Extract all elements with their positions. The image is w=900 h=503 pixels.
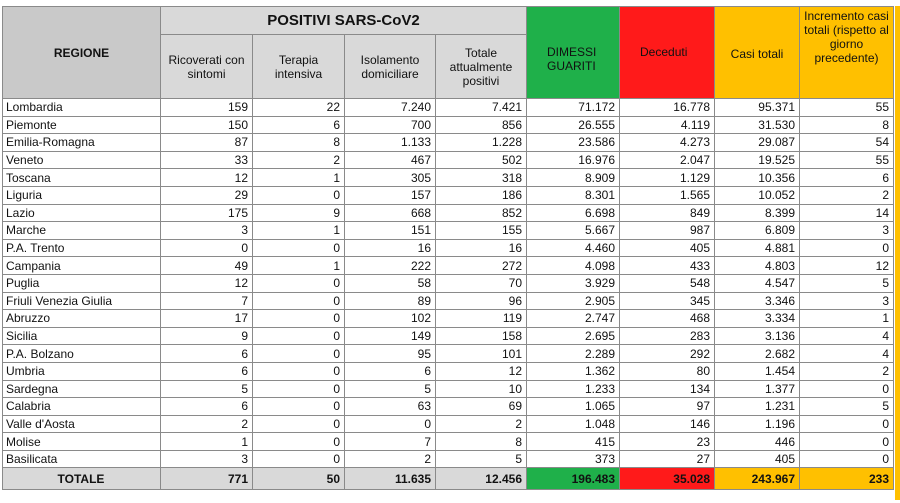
cell-home-isolation: 668 xyxy=(345,204,436,222)
cell-deceased: 1.565 xyxy=(620,186,715,204)
cell-icu: 0 xyxy=(253,345,345,363)
header-deceased: Deceduti xyxy=(620,7,715,99)
cell-total-cases: 3.136 xyxy=(715,327,800,345)
cell-recovered: 26.555 xyxy=(527,116,620,134)
cell-total-cases: 3.334 xyxy=(715,310,800,328)
cell-recovered: 8.301 xyxy=(527,186,620,204)
cell-deceased: 146 xyxy=(620,415,715,433)
cell-region: Umbria xyxy=(3,362,161,380)
cell-total-positive: 1.228 xyxy=(436,134,527,152)
cell-total-positive: 502 xyxy=(436,151,527,169)
cell-deceased: 16.778 xyxy=(620,99,715,117)
cell-recovered: 23.586 xyxy=(527,134,620,152)
cell-hospitalized: 87 xyxy=(161,134,253,152)
table-row xyxy=(3,274,894,292)
cell-icu: 0 xyxy=(253,310,345,328)
cell-recovered: 4.460 xyxy=(527,239,620,257)
cell-home-isolation: 1.133 xyxy=(345,134,436,152)
cell-increment: 2 xyxy=(800,362,894,380)
cell-icu: 0 xyxy=(253,450,345,468)
cell-icu: 1 xyxy=(253,169,345,187)
cell-hospitalized: 12 xyxy=(161,169,253,187)
cell-total-cases: 1.454 xyxy=(715,362,800,380)
cell-total-cases: 4.547 xyxy=(715,274,800,292)
cell-hospitalized: 175 xyxy=(161,204,253,222)
cell-home-isolation: 467 xyxy=(345,151,436,169)
cell-recovered: 1.065 xyxy=(527,398,620,416)
cell-increment: 4 xyxy=(800,327,894,345)
cell-icu: 6 xyxy=(253,116,345,134)
header-icu: Terapia intensiva xyxy=(253,35,345,99)
cell-icu: 0 xyxy=(253,239,345,257)
table-row xyxy=(3,327,894,345)
cell-total-positive: 318 xyxy=(436,169,527,187)
cell-region: P.A. Trento xyxy=(3,239,161,257)
cell-recovered: 8.909 xyxy=(527,169,620,187)
cell-increment: 5 xyxy=(800,274,894,292)
cell-icu: 2 xyxy=(253,151,345,169)
cell-home-isolation: 157 xyxy=(345,186,436,204)
cell-recovered: 1.048 xyxy=(527,415,620,433)
cell-icu: 1 xyxy=(253,257,345,275)
cell-hospitalized: 7 xyxy=(161,292,253,310)
table-row xyxy=(3,204,894,222)
cell-icu: 0 xyxy=(253,433,345,451)
cell-total-cases: 405 xyxy=(715,450,800,468)
cell-hospitalized: 3 xyxy=(161,450,253,468)
cell-total-cases: 3.346 xyxy=(715,292,800,310)
cell-icu: 8 xyxy=(253,134,345,152)
cell-home-isolation: 305 xyxy=(345,169,436,187)
cell-increment: 1 xyxy=(800,310,894,328)
totals-label: TOTALE xyxy=(3,468,161,490)
table-row xyxy=(3,257,894,275)
cell-hospitalized: 6 xyxy=(161,398,253,416)
cell-total-positive: 10 xyxy=(436,380,527,398)
table-row xyxy=(3,398,894,416)
cell-hospitalized: 150 xyxy=(161,116,253,134)
cell-hospitalized: 6 xyxy=(161,362,253,380)
cell-hospitalized: 33 xyxy=(161,151,253,169)
total-home-isolation: 11.635 xyxy=(345,468,436,490)
cell-increment: 6 xyxy=(800,169,894,187)
cell-deceased: 1.129 xyxy=(620,169,715,187)
cell-increment: 0 xyxy=(800,433,894,451)
cell-total-positive: 186 xyxy=(436,186,527,204)
total-hospitalized: 771 xyxy=(161,468,253,490)
header-region: REGIONE xyxy=(3,7,161,99)
table-row xyxy=(3,292,894,310)
total-recovered: 196.483 xyxy=(527,468,620,490)
cell-region: Veneto xyxy=(3,151,161,169)
cell-total-cases: 31.530 xyxy=(715,116,800,134)
cell-hospitalized: 159 xyxy=(161,99,253,117)
cell-deceased: 468 xyxy=(620,310,715,328)
cell-recovered: 4.098 xyxy=(527,257,620,275)
cell-hospitalized: 5 xyxy=(161,380,253,398)
header-positive-group: POSITIVI SARS-CoV2 xyxy=(161,7,527,35)
totals-row xyxy=(3,468,894,490)
cell-hospitalized: 12 xyxy=(161,274,253,292)
cell-increment: 12 xyxy=(800,257,894,275)
table-row xyxy=(3,99,894,117)
cell-region: P.A. Bolzano xyxy=(3,345,161,363)
cell-home-isolation: 2 xyxy=(345,450,436,468)
cell-region: Marche xyxy=(3,222,161,240)
cell-deceased: 849 xyxy=(620,204,715,222)
header-home-isolation: Isolamento domiciliare xyxy=(345,35,436,99)
table-row xyxy=(3,186,894,204)
cell-deceased: 987 xyxy=(620,222,715,240)
cell-total-cases: 446 xyxy=(715,433,800,451)
cell-deceased: 433 xyxy=(620,257,715,275)
cell-total-cases: 10.052 xyxy=(715,186,800,204)
cell-home-isolation: 7.240 xyxy=(345,99,436,117)
table-row xyxy=(3,345,894,363)
cell-hospitalized: 2 xyxy=(161,415,253,433)
cell-home-isolation: 0 xyxy=(345,415,436,433)
cell-icu: 0 xyxy=(253,186,345,204)
cell-total-positive: 2 xyxy=(436,415,527,433)
cell-icu: 0 xyxy=(253,398,345,416)
cell-hospitalized: 17 xyxy=(161,310,253,328)
table-row xyxy=(3,239,894,257)
cell-home-isolation: 5 xyxy=(345,380,436,398)
total-total-positive: 12.456 xyxy=(436,468,527,490)
cell-home-isolation: 58 xyxy=(345,274,436,292)
cell-total-positive: 158 xyxy=(436,327,527,345)
cell-total-cases: 1.231 xyxy=(715,398,800,416)
cell-total-positive: 119 xyxy=(436,310,527,328)
cell-region: Friuli Venezia Giulia xyxy=(3,292,161,310)
cell-total-positive: 12 xyxy=(436,362,527,380)
cell-icu: 22 xyxy=(253,99,345,117)
cell-region: Puglia xyxy=(3,274,161,292)
cell-home-isolation: 95 xyxy=(345,345,436,363)
cell-total-cases: 19.525 xyxy=(715,151,800,169)
cell-total-positive: 856 xyxy=(436,116,527,134)
cell-total-cases: 2.682 xyxy=(715,345,800,363)
cell-increment: 5 xyxy=(800,398,894,416)
table-row xyxy=(3,450,894,468)
cell-total-positive: 7.421 xyxy=(436,99,527,117)
cell-total-positive: 101 xyxy=(436,345,527,363)
cell-region: Molise xyxy=(3,433,161,451)
cell-icu: 0 xyxy=(253,292,345,310)
cell-home-isolation: 63 xyxy=(345,398,436,416)
cell-deceased: 2.047 xyxy=(620,151,715,169)
cell-recovered: 5.667 xyxy=(527,222,620,240)
cell-region: Liguria xyxy=(3,186,161,204)
cell-recovered: 2.289 xyxy=(527,345,620,363)
cell-region: Toscana xyxy=(3,169,161,187)
cell-total-cases: 10.356 xyxy=(715,169,800,187)
cell-total-positive: 272 xyxy=(436,257,527,275)
cell-increment: 14 xyxy=(800,204,894,222)
cell-total-positive: 5 xyxy=(436,450,527,468)
cell-deceased: 4.273 xyxy=(620,134,715,152)
cell-increment: 2 xyxy=(800,186,894,204)
table-row xyxy=(3,310,894,328)
header-hospitalized: Ricoverati con sintomi xyxy=(161,35,253,99)
cell-total-cases: 4.803 xyxy=(715,257,800,275)
cell-total-positive: 155 xyxy=(436,222,527,240)
cell-increment: 0 xyxy=(800,415,894,433)
cell-hospitalized: 1 xyxy=(161,433,253,451)
cell-region: Calabria xyxy=(3,398,161,416)
cell-region: Sardegna xyxy=(3,380,161,398)
cell-increment: 3 xyxy=(800,222,894,240)
cell-recovered: 1.362 xyxy=(527,362,620,380)
cell-increment: 0 xyxy=(800,239,894,257)
cell-increment: 3 xyxy=(800,292,894,310)
cell-deceased: 4.119 xyxy=(620,116,715,134)
right-edge-band xyxy=(895,6,900,500)
cell-region: Emilia-Romagna xyxy=(3,134,161,152)
cell-region: Abruzzo xyxy=(3,310,161,328)
cell-total-cases: 6.809 xyxy=(715,222,800,240)
cell-recovered: 2.905 xyxy=(527,292,620,310)
cell-region: Piemonte xyxy=(3,116,161,134)
cell-deceased: 345 xyxy=(620,292,715,310)
cell-icu: 0 xyxy=(253,327,345,345)
cell-deceased: 80 xyxy=(620,362,715,380)
cell-recovered: 3.929 xyxy=(527,274,620,292)
cell-increment: 55 xyxy=(800,99,894,117)
total-deceased: 35.028 xyxy=(620,468,715,490)
cell-total-positive: 96 xyxy=(436,292,527,310)
cell-increment: 0 xyxy=(800,380,894,398)
cell-icu: 0 xyxy=(253,380,345,398)
cell-region: Campania xyxy=(3,257,161,275)
cell-total-cases: 29.087 xyxy=(715,134,800,152)
cell-total-cases: 4.881 xyxy=(715,239,800,257)
cell-total-positive: 852 xyxy=(436,204,527,222)
cell-icu: 0 xyxy=(253,362,345,380)
cell-recovered: 373 xyxy=(527,450,620,468)
cell-recovered: 6.698 xyxy=(527,204,620,222)
cell-home-isolation: 151 xyxy=(345,222,436,240)
total-increment: 233 xyxy=(800,468,894,490)
cell-recovered: 2.695 xyxy=(527,327,620,345)
cell-hospitalized: 49 xyxy=(161,257,253,275)
cell-recovered: 16.976 xyxy=(527,151,620,169)
cell-recovered: 71.172 xyxy=(527,99,620,117)
table-row xyxy=(3,222,894,240)
table-row xyxy=(3,433,894,451)
cell-region: Lombardia xyxy=(3,99,161,117)
covid-region-table xyxy=(2,6,894,490)
table-row xyxy=(3,415,894,433)
cell-home-isolation: 16 xyxy=(345,239,436,257)
cell-deceased: 23 xyxy=(620,433,715,451)
cell-increment: 55 xyxy=(800,151,894,169)
table-row xyxy=(3,380,894,398)
header-total-cases: Casi totali xyxy=(715,7,800,99)
cell-home-isolation: 102 xyxy=(345,310,436,328)
cell-recovered: 1.233 xyxy=(527,380,620,398)
cell-home-isolation: 222 xyxy=(345,257,436,275)
cell-total-cases: 1.377 xyxy=(715,380,800,398)
cell-region: Basilicata xyxy=(3,450,161,468)
cell-home-isolation: 6 xyxy=(345,362,436,380)
cell-hospitalized: 29 xyxy=(161,186,253,204)
cell-total-cases: 95.371 xyxy=(715,99,800,117)
table-row xyxy=(3,169,894,187)
cell-total-positive: 8 xyxy=(436,433,527,451)
cell-deceased: 134 xyxy=(620,380,715,398)
cell-icu: 0 xyxy=(253,415,345,433)
header-recovered: DIMESSI GUARITI xyxy=(527,7,620,99)
cell-total-positive: 70 xyxy=(436,274,527,292)
header-total-positive: Totale attualmente positivi xyxy=(436,35,527,99)
table-row xyxy=(3,362,894,380)
cell-hospitalized: 0 xyxy=(161,239,253,257)
total-icu: 50 xyxy=(253,468,345,490)
cell-home-isolation: 7 xyxy=(345,433,436,451)
cell-region: Sicilia xyxy=(3,327,161,345)
table-row xyxy=(3,134,894,152)
cell-recovered: 415 xyxy=(527,433,620,451)
cell-hospitalized: 3 xyxy=(161,222,253,240)
header-increment: Incremento casi totali (rispetto al giorno precedente) xyxy=(800,7,894,99)
cell-increment: 4 xyxy=(800,345,894,363)
cell-region: Lazio xyxy=(3,204,161,222)
cell-total-positive: 69 xyxy=(436,398,527,416)
cell-region: Valle d'Aosta xyxy=(3,415,161,433)
total-total-cases: 243.967 xyxy=(715,468,800,490)
cell-deceased: 292 xyxy=(620,345,715,363)
cell-increment: 54 xyxy=(800,134,894,152)
cell-deceased: 405 xyxy=(620,239,715,257)
cell-total-positive: 16 xyxy=(436,239,527,257)
cell-deceased: 283 xyxy=(620,327,715,345)
cell-hospitalized: 6 xyxy=(161,345,253,363)
cell-total-cases: 8.399 xyxy=(715,204,800,222)
table-row xyxy=(3,116,894,134)
cell-icu: 9 xyxy=(253,204,345,222)
cell-increment: 0 xyxy=(800,450,894,468)
cell-recovered: 2.747 xyxy=(527,310,620,328)
cell-deceased: 548 xyxy=(620,274,715,292)
cell-home-isolation: 89 xyxy=(345,292,436,310)
cell-increment: 8 xyxy=(800,116,894,134)
cell-deceased: 97 xyxy=(620,398,715,416)
cell-icu: 0 xyxy=(253,274,345,292)
cell-hospitalized: 9 xyxy=(161,327,253,345)
cell-home-isolation: 149 xyxy=(345,327,436,345)
cell-home-isolation: 700 xyxy=(345,116,436,134)
table-row xyxy=(3,151,894,169)
cell-deceased: 27 xyxy=(620,450,715,468)
cell-total-cases: 1.196 xyxy=(715,415,800,433)
table-body xyxy=(3,99,894,490)
cell-icu: 1 xyxy=(253,222,345,240)
